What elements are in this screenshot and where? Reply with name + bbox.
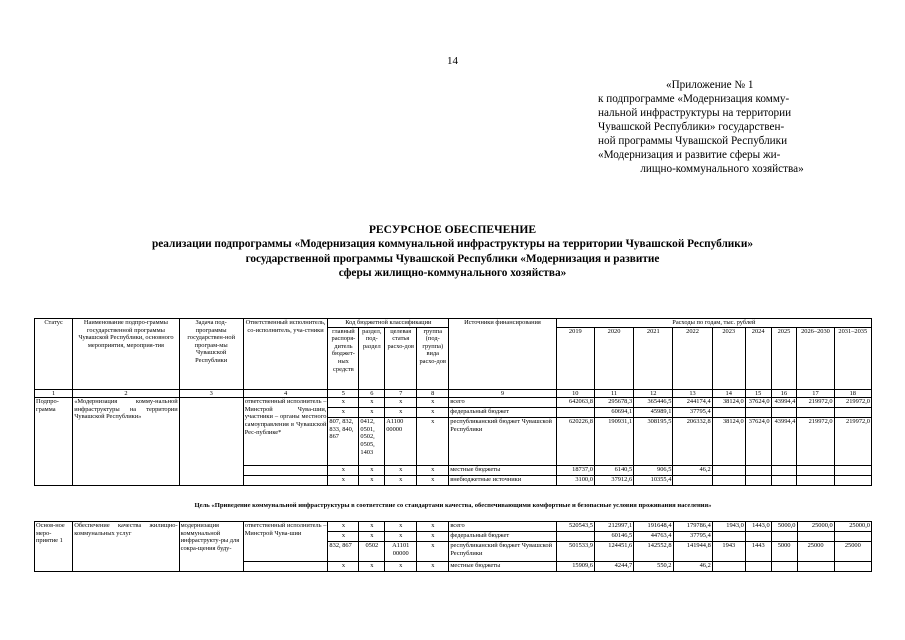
cell-value: 46,2 [673,562,712,572]
cell-value: 18737,0 [556,466,594,476]
cell-value [797,466,834,476]
row-source: всего [449,398,556,408]
cell-value: 4244,7 [594,562,633,572]
appendix-line: нальной инфраструктуры на территории [598,107,792,119]
header-years-group: Расходы по годам, тыс. рублей [556,319,871,328]
cell-value: 3100,0 [556,476,594,486]
row-source: внебюджетные источники [449,476,556,486]
column-number: 12 [634,389,673,398]
cell-value: 43994,4 [771,418,797,466]
cell-value: 45989,1 [634,408,673,418]
cell-value: 46,2 [673,466,712,476]
column-number: 7 [385,389,417,398]
cell-value: 37624,0 [745,418,771,466]
code-article: А1101 00000 [385,542,417,562]
header-code-main: главный распоря-дитель бюджет-ных средств [328,327,359,389]
cell-value: 141944,8 [673,542,712,562]
cell-value [797,562,834,572]
header-status: Статус [35,319,73,390]
cell-value: 25000 [834,542,871,562]
cell-value [712,562,745,572]
table-row: x x x x федеральный бюджет 60146,5 44763,4 37795,4 [35,532,872,542]
row-name: Обеспечение качества жилищно-коммунальных услуг [73,522,179,572]
column-number: 4 [243,389,328,398]
cell-value: 6140,5 [594,466,633,476]
code-group: x [417,418,449,466]
document-subtitle: государственной программы Чувашской Республики «Модернизация и развитие [245,253,660,265]
column-number: 10 [556,389,594,398]
cell-value [712,408,745,418]
cell-value: 1443 [745,542,771,562]
cell-value [771,532,797,542]
cell-value [834,532,871,542]
cell-value [712,476,745,486]
row-task: модернизация коммунальной инфраструкту-ры для сокра-щения буду- [179,522,243,572]
column-number: 16 [771,389,797,398]
row-name: «Модернизация комму-нальной инфраструктуры на территории Чувашской Республики» [73,398,179,486]
column-number: 9 [449,389,556,398]
cell-value [834,466,871,476]
cell-value: 60694,1 [594,408,633,418]
goal-heading: Цель «Приведение коммунальной инфраструктуры в соответствие со стандартами качества, обеспечивающими комфортные и безопасные условия проживания населения» [194,502,712,509]
cell-value [771,408,797,418]
column-number: 15 [745,389,771,398]
cell-value: 25000,0 [797,522,834,532]
table-row: x x x x местные бюджеты 18737,0 6140,5 906,5 46,2 [35,466,872,476]
cell-value [712,466,745,476]
row-source: местные бюджеты [449,562,556,572]
table-row: Подпро-грамма «Модернизация комму-нальной инфраструктуры на территории Чувашской Республики» ответственный исполнитель – Минстрой Чува-шии, участники – органы местного самоуправления в Чувашской Рес-публике* x x x x всего 642063,8 295678,3 365446,5 244174,4 38124,0 37624,0 43994,4 219972,0 219972,0 [35,398,872,408]
cell-value: 37624,0 [745,398,771,408]
row-status: Подпро-грамма [35,398,73,486]
cell-value: 206332,8 [673,418,712,466]
cell-value: 219972,0 [834,418,871,466]
cell-value: 25000 [797,542,834,562]
cell-value [797,532,834,542]
header-code-group-type: группа (под-группа) вида расхо-дов [417,327,449,389]
cell-value: 179786,4 [673,522,712,532]
cell-value [834,476,871,486]
code-group: x [417,542,449,562]
header-code-article: целевая статья расхо-дов [385,327,417,389]
cell-value [712,532,745,542]
cell-value [834,408,871,418]
page-number: 14 [447,55,458,67]
cell-value [834,562,871,572]
header-year: 2031–2035 [834,327,871,389]
column-number: 17 [797,389,834,398]
row-source: местные бюджеты [449,466,556,476]
code-section: 0412, 0501, 0502, 0505, 1403 [359,418,385,466]
header-name: Наименование подпро-граммы государственной программы Чувашской Республики, основного мероприятия, мероприя-тия [73,319,179,390]
column-number: 2 [73,389,179,398]
resource-table-activity [34,521,872,572]
header-year: 2023 [712,327,745,389]
header-code-section: раздел, под-раздел [359,327,385,389]
header-year: 2025 [771,327,797,389]
cell-value: 10355,4 [634,476,673,486]
cell-value: 5000,0 [771,522,797,532]
row-source: республиканский бюджет Чувашской Республики [449,418,556,466]
header-year: 2022 [673,327,712,389]
cell-value: 5000 [771,542,797,562]
cell-value: 906,5 [634,466,673,476]
cell-value [745,476,771,486]
code-main: 807, 832, 833, 840, 867 [328,418,359,466]
row-source: федеральный бюджет [449,408,556,418]
appendix-line: лищно-коммунального хозяйства» [640,163,804,175]
appendix-line: Чувашской Республики» государствен- [598,121,785,133]
header-task: Задача под-программы государствен-ной програм-мы Чувашской Республики [179,319,243,390]
row-executor: ответственный исполнитель – Минстрой Чува-шии [243,522,328,562]
column-number: 1 [35,389,73,398]
cell-value: 191648,4 [634,522,673,532]
cell-value [556,532,594,542]
cell-value: 1943 [712,542,745,562]
row-source: всего [449,522,556,532]
cell-value: 44763,4 [634,532,673,542]
column-number: 3 [179,389,243,398]
document-title: РЕСУРСНОЕ ОБЕСПЕЧЕНИЕ [368,223,537,236]
cell-value: 1443,0 [745,522,771,532]
appendix-line: «Приложение № 1 [666,79,754,91]
cell-value: 365446,5 [634,398,673,408]
document-subtitle: сферы жилищно-коммунального хозяйства» [338,267,567,279]
cell-value: 1943,0 [712,522,745,532]
table-row: x x x x внебюджетные источники 3100,0 37912,6 10355,4 [35,476,872,486]
cell-value: 244174,4 [673,398,712,408]
header-code-group: Код бюджетной классификации [328,319,449,328]
header-executor: Ответственный исполнитель, со-исполнитель, уча-стники [243,319,328,390]
table-row: x x x x федеральный бюджет 60694,1 45989,1 37795,4 [35,408,872,418]
column-number: 5 [328,389,359,398]
header-sources: Источники финансирования [449,319,556,390]
cell-value: 37912,6 [594,476,633,486]
cell-value: 37795,4 [673,408,712,418]
cell-value [745,562,771,572]
cell-value: 308195,5 [634,418,673,466]
cell-value: 37795,4 [673,532,712,542]
cell-value [745,408,771,418]
cell-value: 212997,1 [594,522,633,532]
resource-table [34,318,872,486]
document-subtitle: реализации подпрограммы «Модернизация коммунальной инфраструктуры на территории Чувашской Республики» [152,238,753,250]
column-number: 6 [359,389,385,398]
cell-value [673,476,712,486]
header-year: 2026–2030 [797,327,834,389]
cell-value: 295678,3 [594,398,633,408]
cell-value [745,466,771,476]
code-main: 832, 867 [328,542,359,562]
cell-value: 38124,0 [712,398,745,408]
cell-value [797,408,834,418]
column-number: 13 [673,389,712,398]
code-section: 0502 [359,542,385,562]
code-article: А1100 00000 [385,418,417,466]
appendix-note [598,78,846,176]
appendix-line: «Модернизация и развитие сферы жи- [598,149,781,161]
header-year: 2021 [634,327,673,389]
cell-value: 219972,0 [797,398,834,408]
appendix-line: к подпрограмме «Модернизация комму- [598,93,790,105]
column-number: 14 [712,389,745,398]
cell-value [771,562,797,572]
column-number: 18 [834,389,871,398]
cell-value: 43994,4 [771,398,797,408]
cell-value: 219972,0 [834,398,871,408]
cell-value: 60146,5 [594,532,633,542]
cell-value: 642063,8 [556,398,594,408]
cell-value [556,408,594,418]
cell-value: 501533,9 [556,542,594,562]
row-status: Основ-ное меро-приятие 1 [35,522,73,572]
cell-value: 219972,0 [797,418,834,466]
cell-value [771,466,797,476]
row-executor: ответственный исполнитель – Минстрой Чува-шии, участники – органы местного самоуправления в Чувашской Рес-публике* [243,398,328,466]
cell-value: 620226,8 [556,418,594,466]
appendix-line: ной программы Чувашской Республики [598,135,788,147]
cell-value: 38124,0 [712,418,745,466]
cell-value: 15909,6 [556,562,594,572]
cell-value: 550,2 [634,562,673,572]
row-source: республиканский бюджет Чувашской Республики [449,542,556,562]
cell-value: 142552,8 [634,542,673,562]
header-year: 2024 [745,327,771,389]
cell-value [797,476,834,486]
table-row: Основ-ное меро-приятие 1 Обеспечение качества жилищно-коммунальных услуг модернизация коммунальной инфраструкту-ры для сокра-щения буду- ответственный исполнитель – Минстрой Чува-шии x x x x всего 520543,5 212997,1 191648,4 179786,4 1943,0 1443,0 5000,0 25000,0 25000,0 [35,522,872,532]
cell-value: 520543,5 [556,522,594,532]
cell-value: 124451,6 [594,542,633,562]
cell-value: 190931,1 [594,418,633,466]
row-source: федеральный бюджет [449,532,556,542]
column-number: 11 [594,389,633,398]
table-row: x x x x местные бюджеты 15909,6 4244,7 550,2 46,2 [35,562,872,572]
row-task [179,398,243,486]
header-year: 2019 [556,327,594,389]
cell-value: 25000,0 [834,522,871,532]
column-number: 8 [417,389,449,398]
header-year: 2020 [594,327,633,389]
cell-value [771,476,797,486]
cell-value [745,532,771,542]
